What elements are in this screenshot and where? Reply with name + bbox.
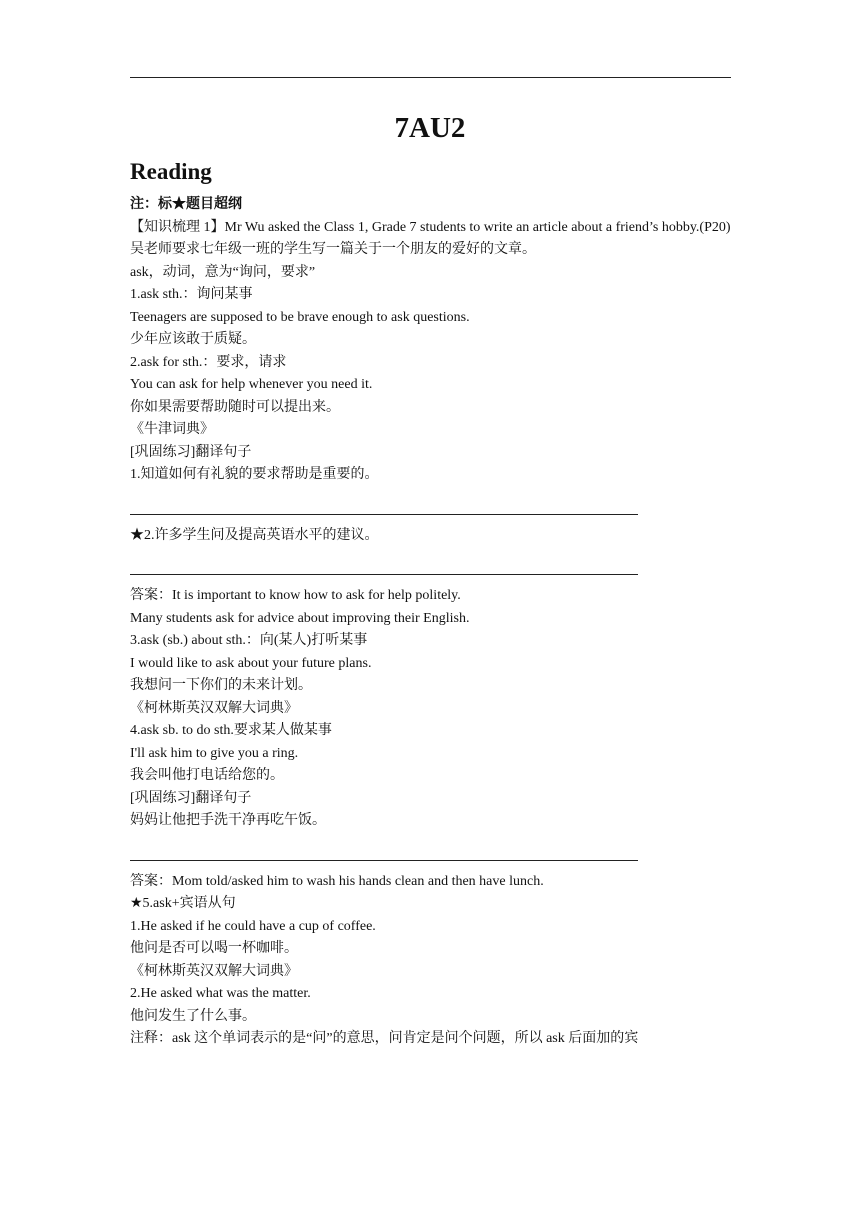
- example-sentence: I'll ask him to give you a ring.: [130, 745, 299, 761]
- exercise-question: 妈妈让他把手洗干净再吃午饭。: [130, 813, 326, 828]
- answer-text: Many students ask for advice about improving their English.: [130, 610, 470, 626]
- usage-heading: 3.ask (sb.) about sth.：向(某人)打听某事: [130, 633, 368, 648]
- example-translation: 我会叫他打电话给您的。: [130, 768, 284, 783]
- example-translation: 少年应该敢于质疑。: [130, 332, 256, 347]
- usage-heading: 2.ask for sth.：要求，请求: [130, 354, 287, 370]
- answer-text: 答案：Mom told/asked him to wash his hands clean and then have lunch.: [130, 873, 544, 889]
- chinese-translation: 吴老师要求七年级一班的学生写一篇关于一个朋友的爱好的文章。: [130, 242, 536, 257]
- answer-blank-line: [130, 574, 638, 575]
- example-sentence: Teenagers are supposed to be brave enough to ask questions.: [130, 309, 470, 325]
- explanatory-note: 注释：ask 这个单词表示的是“问”的意思，问肯定是问个问题，所以 ask 后面加的宾: [130, 1031, 639, 1046]
- answer-text: 答案：It is important to know how to ask for help politely.: [130, 588, 461, 603]
- knowledge-point-1: 【知识梳理 1】Mr Wu asked the Class 1, Grade 7 students to write an article about a friend’s hobby.(P20): [130, 219, 731, 235]
- dictionary-source: 《柯林斯英汉双解大词典》: [130, 963, 298, 979]
- example-translation: 我想问一下你们的未来计划。: [130, 678, 312, 693]
- document-title: 7AU2: [394, 112, 466, 144]
- example-sentence: 2.He asked what was the matter.: [130, 986, 311, 1001]
- example-sentence: I would like to ask about your future plans.: [130, 655, 372, 671]
- example-translation: 他问是否可以喝一杯咖啡。: [130, 941, 298, 956]
- syllabus-note: 注：标★题目超纲: [130, 197, 242, 212]
- usage-heading: 4.ask sb. to do sth.要求某人做某事: [130, 723, 332, 738]
- example-sentence: 1.He asked if he could have a cup of coffee.: [130, 918, 376, 934]
- exercise-question: ★2.许多学生问及提高英语水平的建议。: [130, 527, 379, 543]
- header-rule: [130, 77, 731, 78]
- example-translation: 你如果需要帮助随时可以提出来。: [130, 399, 340, 415]
- exercise-question: 1.知道如何有礼貌的要求帮助是重要的。: [130, 467, 379, 482]
- document-body: [130, 194, 732, 1051]
- section-heading: Reading: [130, 159, 212, 184]
- dictionary-source: 《柯林斯英汉双解大词典》: [130, 700, 298, 716]
- exercise-heading: [巩固练习]翻译句子: [130, 444, 252, 460]
- example-translation: 他问发生了什么事。: [130, 1008, 256, 1024]
- word-definition: ask，动词，意为“询问，要求”: [130, 264, 316, 280]
- usage-heading: ★5.ask+宾语从句: [130, 896, 236, 911]
- dictionary-source: 《牛津词典》: [130, 422, 214, 437]
- answer-blank-line: [130, 860, 638, 861]
- answer-blank-line: [130, 514, 638, 515]
- exercise-heading: [巩固练习]翻译句子: [130, 790, 252, 806]
- usage-heading: 1.ask sth.：询问某事: [130, 287, 253, 302]
- example-sentence: You can ask for help whenever you need it.: [130, 377, 373, 392]
